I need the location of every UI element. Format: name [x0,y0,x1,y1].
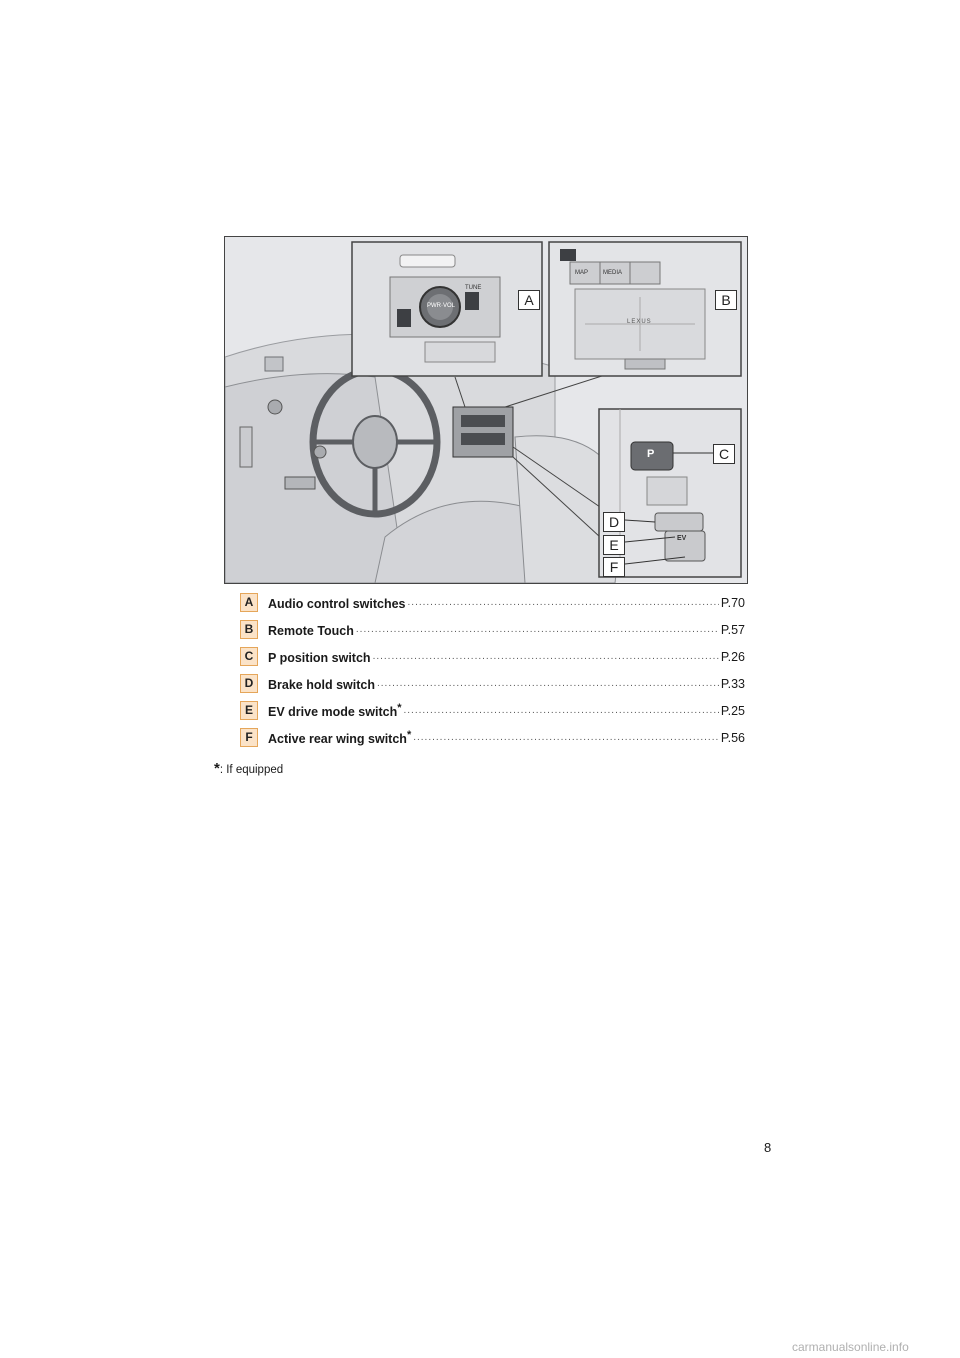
leader-dots [377,678,719,689]
ev-switch-label: EV [677,535,687,542]
footnote [214,760,283,777]
callout-c: C [713,444,735,464]
p-switch-label: P [647,448,655,460]
legend-letter: E [240,701,258,720]
legend-letter: A [240,593,258,612]
tune-label: TUNE [465,285,482,291]
legend-row-active-rear-wing[interactable] [240,724,745,751]
legend-letter: C [240,647,258,666]
leader-dots [404,705,719,716]
legend-row-audio-control[interactable] [240,589,745,616]
page-number: 8 [764,1140,772,1155]
legend-label: Active rear wing switch* [268,728,412,747]
media-label: MEDIA [603,270,623,276]
watermark: carmanualsonline.info [792,1340,909,1354]
legend-letter: B [240,620,258,639]
leader-dots [413,732,719,743]
callout-f: F [603,557,625,577]
footnote-text: : If equipped [219,764,284,776]
brand-label: LEXUS [627,319,652,325]
footnote-asterisk: * [214,760,220,777]
page-reference[interactable]: P.33 [720,676,745,691]
legend-label: EV drive mode switch* [268,701,402,720]
legend-label: P position switch [268,651,371,666]
page-reference[interactable]: P.25 [720,703,745,718]
legend-row-brake-hold[interactable] [240,670,745,697]
pwr-vol-label: PWR·VOL [427,303,456,309]
page-reference[interactable]: P.56 [720,730,745,745]
leader-dots [356,624,719,635]
map-label: MAP [575,270,589,276]
leader-dots [408,597,719,608]
callout-a: A [518,290,540,310]
callout-legend [240,589,745,751]
dashboard-illustration [224,236,748,584]
legend-label: Audio control switches [268,597,406,612]
legend-label: Remote Touch [268,624,354,639]
legend-label: Brake hold switch [268,678,375,693]
callout-b: B [715,290,737,310]
page-reference[interactable]: P.26 [720,649,745,664]
callout-d: D [603,512,625,532]
leader-dots [373,651,719,662]
page-reference[interactable]: P.70 [720,595,745,610]
legend-row-remote-touch[interactable] [240,616,745,643]
cockpit-drawing [225,237,747,583]
legend-letter: F [240,728,258,747]
page-reference[interactable]: P.57 [720,622,745,637]
callout-e: E [603,535,625,555]
legend-row-ev-drive-mode[interactable] [240,697,745,724]
legend-row-p-position[interactable] [240,643,745,670]
legend-letter: D [240,674,258,693]
